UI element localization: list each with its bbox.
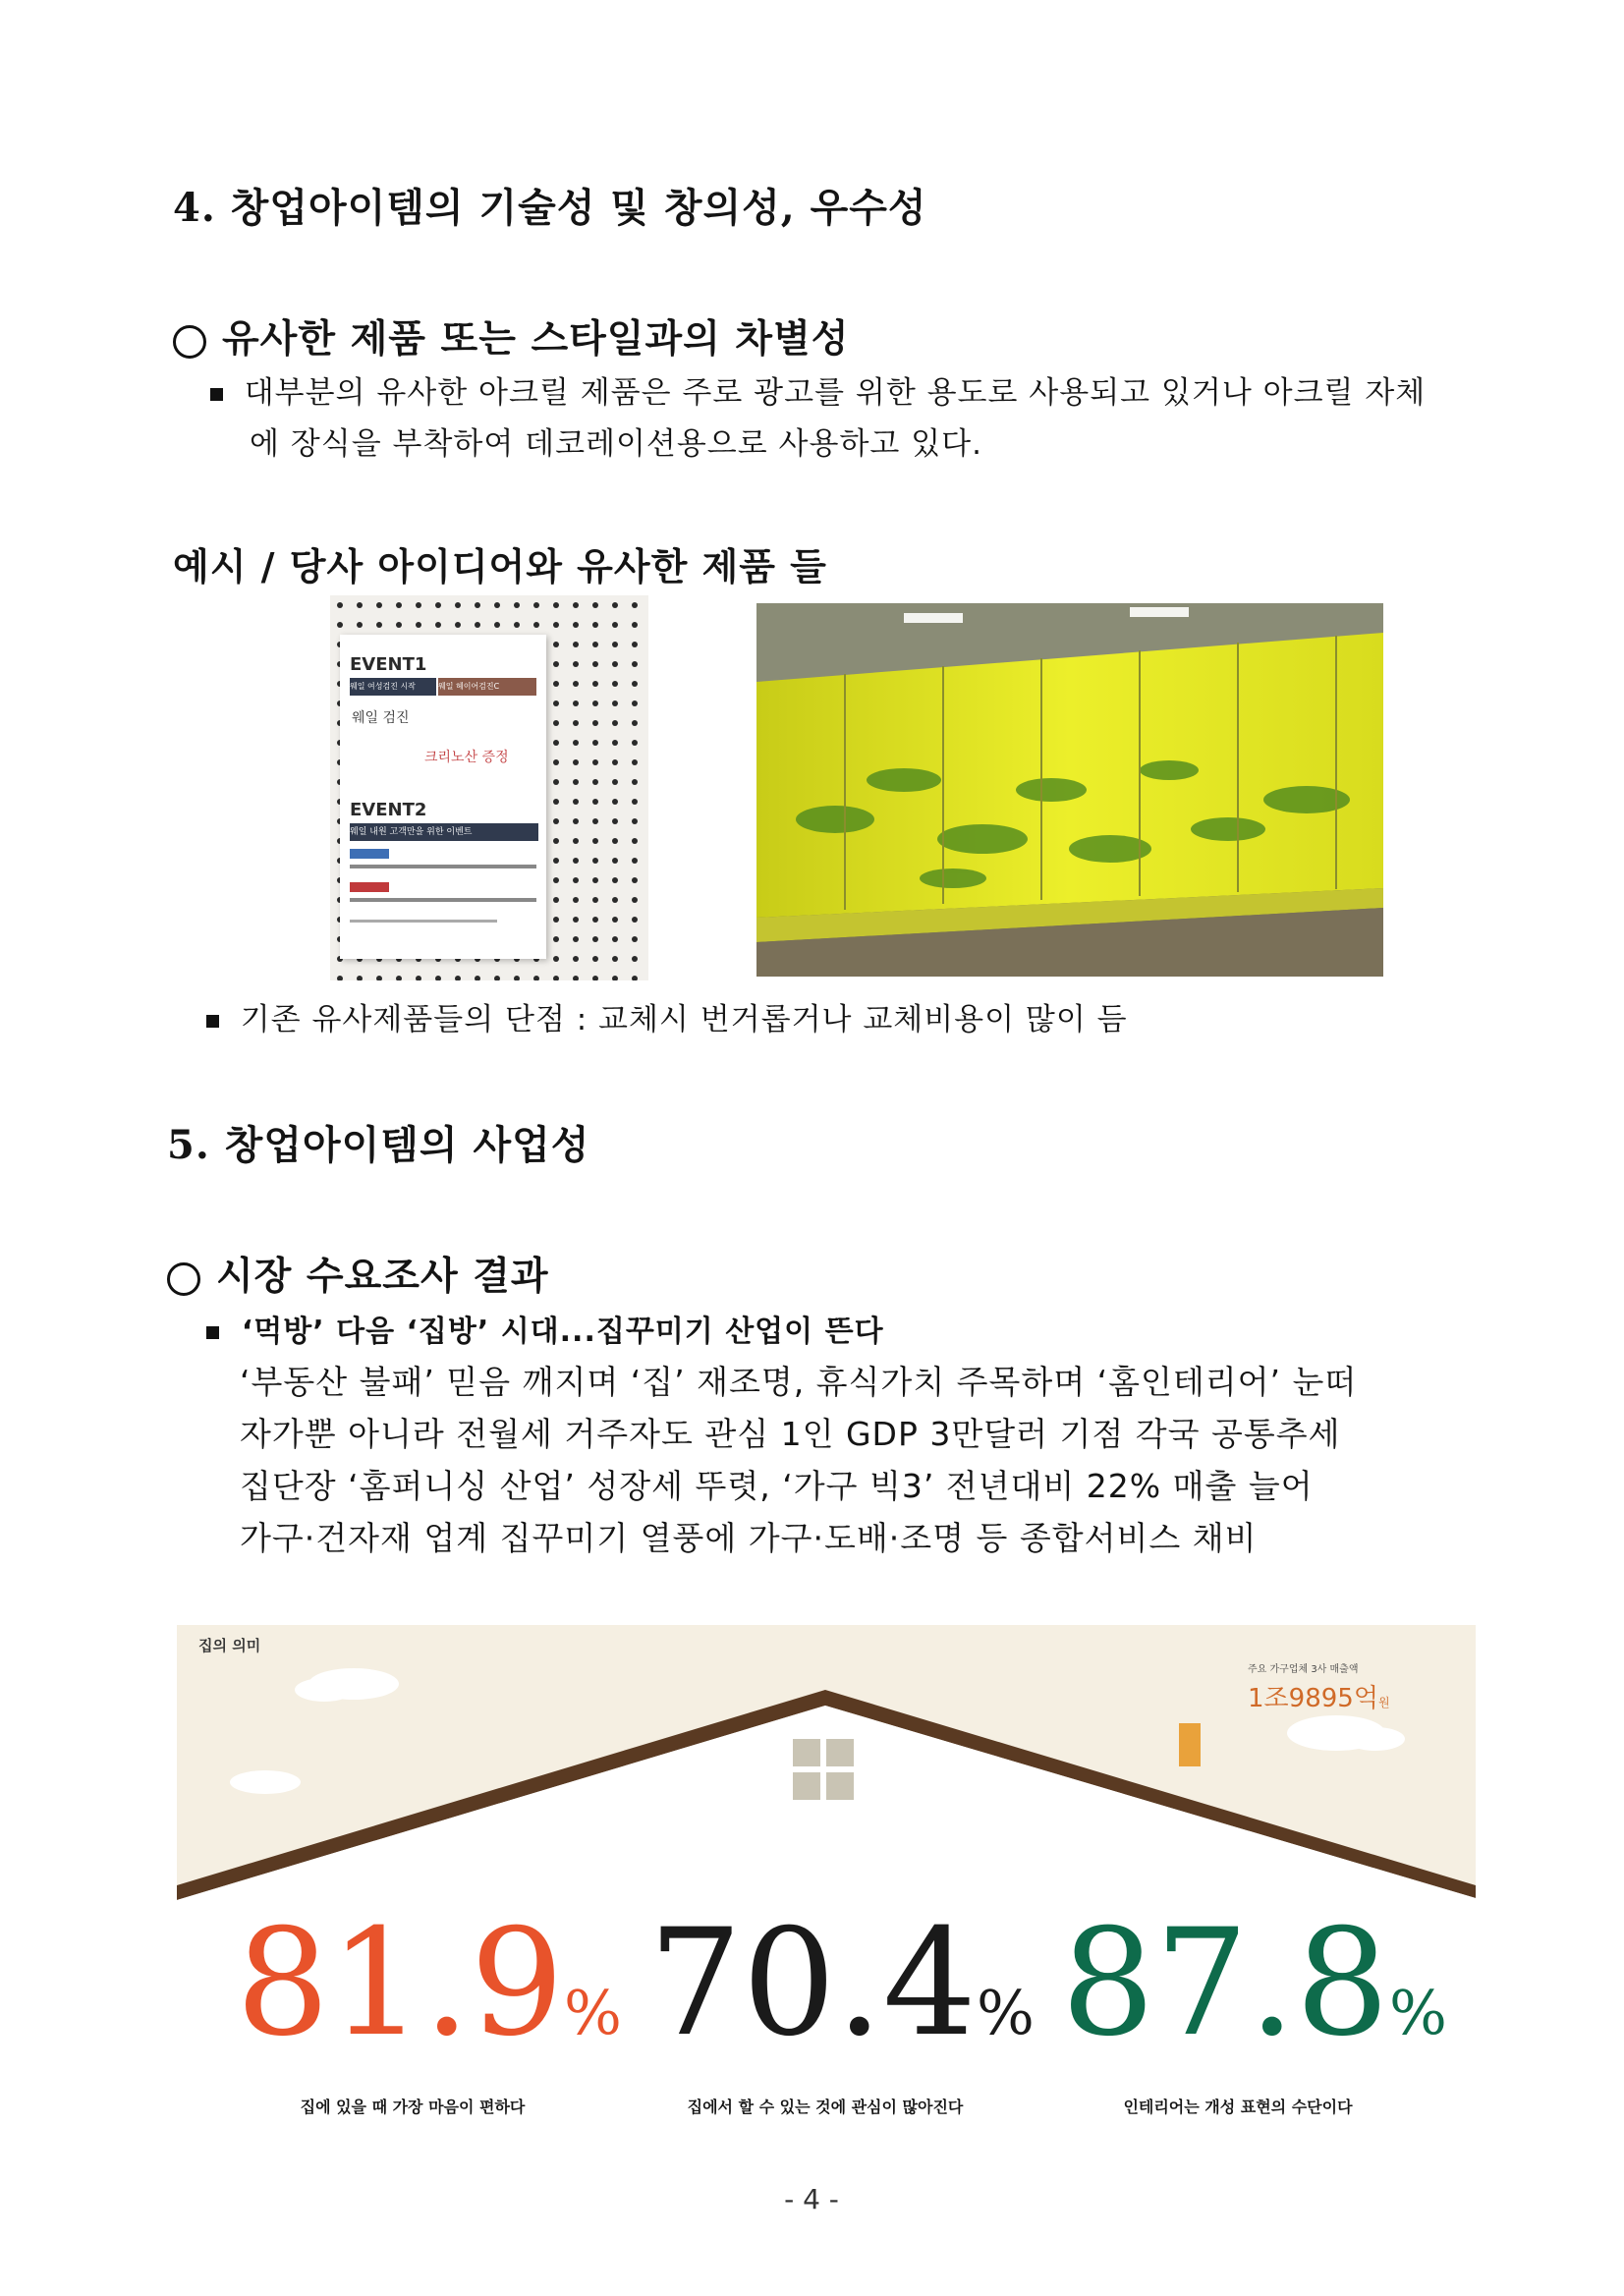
sales-caption: 주요 가구업체 3사 매출액 [1248, 1664, 1359, 1675]
glass-wall-drawing [756, 603, 1383, 977]
news-headline-row [206, 1307, 884, 1350]
subsection-title: 유사한 제품 또는 스타일과의 차별성 [222, 317, 850, 362]
infographic-label: 집의 의미 [198, 1637, 261, 1654]
stat-value: 81.9 [236, 1898, 564, 2069]
sales-value: 1조9895억 [1248, 1684, 1378, 1713]
bullet-icon [210, 388, 223, 401]
stat-2 [648, 1898, 1035, 2069]
poster-line [350, 898, 536, 902]
stat-value: 70.4 [648, 1898, 977, 2069]
sales-value-row [1248, 1678, 1390, 1714]
stat-caption: 집에서 할 수 있는 것에 관심이 많아진다 [687, 2098, 964, 2116]
event1-tag-right: 웨일 헤이어검진C [438, 678, 536, 696]
checkup-label: 웨일 검진 [352, 710, 410, 726]
bullet-line1: 대부분의 유사한 아크릴 제품은 주로 광고를 위한 용도로 사용되고 있거나 아크릴 자체 [244, 375, 1427, 411]
news-headline: ‘먹방’ 다음 ‘집방’ 시대...집꾸미기 산업이 뜬다 [241, 1315, 884, 1349]
drawback-text: 기존 유사제품들의 단점 : 교체시 번거롭거나 교체비용이 많이 듬 [240, 1002, 1128, 1037]
news-line: 자가뿐 아니라 전월세 거주자도 관심 1인 GDP 3만달러 기점 각국 공통추세 [240, 1415, 1341, 1453]
page-number: - 4 - [784, 2183, 839, 2215]
poster-line [350, 920, 497, 923]
stat-value: 87.8 [1061, 1898, 1389, 2069]
stat-caption: 집에 있을 때 가장 마음이 편하다 [300, 2098, 526, 2116]
poster-image [330, 595, 648, 980]
sales-unit: 원 [1377, 1696, 1390, 1709]
example-title: 예시 / 당사 아이디어와 유사한 제품 들 [173, 545, 827, 588]
poster-badge [350, 849, 389, 859]
section5-subsection [167, 1246, 549, 1301]
stat-1 [236, 1898, 622, 2069]
pct-symbol: % [976, 1977, 1035, 2048]
bullet-icon [206, 1326, 219, 1339]
stat-3 [1061, 1898, 1447, 2069]
pct-symbol: % [1388, 1977, 1447, 2048]
event1-tag-left: 웨일 여성검진 시작 [350, 678, 436, 696]
poster-line [350, 865, 536, 868]
news-line: 가구·건자재 업계 집꾸미기 열풍에 가구·도배·조명 등 종합서비스 채비 [240, 1519, 1258, 1557]
section4-bullet [210, 367, 1527, 470]
bullet-icon [206, 1015, 219, 1028]
section4-subsection [173, 308, 849, 364]
bullet-line2: 에 장식을 부착하여 데코레이션용으로 사용하고 있다. [250, 426, 982, 462]
pct-symbol: % [563, 1977, 622, 2048]
subsection-title: 시장 수요조사 결과 [216, 1255, 549, 1299]
event2-label: EVENT2 [350, 800, 427, 820]
drawback-line [206, 994, 1128, 1045]
gift-label: 크리노산 증정 [424, 750, 509, 765]
event1-label: EVENT1 [350, 654, 427, 675]
infographic [177, 1625, 1476, 2128]
poster-card [340, 635, 546, 959]
circle-icon [167, 1262, 200, 1296]
section5-title: 5. 창업아이템의 사업성 [167, 1122, 590, 1168]
news-body [240, 1356, 1517, 1564]
stat-caption: 인테리어는 개성 표현의 수단이다 [1123, 2098, 1353, 2116]
news-line: ‘부동산 불패’ 믿음 깨지며 ‘집’ 재조명, 휴식가치 주목하며 ‘홈인테리어’ 눈떠 [240, 1363, 1358, 1401]
circle-icon [173, 325, 206, 359]
glass-wall-photo [756, 603, 1383, 977]
poster-badge [350, 882, 389, 892]
section4-title: 4. 창업아이템의 기술성 및 창의성, 우수성 [173, 185, 927, 231]
event2-sub: 웨일 내원 고객만을 위한 이벤트 [350, 823, 538, 841]
news-line: 집단장 ‘홈퍼니싱 산업’ 성장세 뚜렷, ‘가구 빅3’ 전년대비 22% 매출 늘어 [240, 1467, 1314, 1505]
